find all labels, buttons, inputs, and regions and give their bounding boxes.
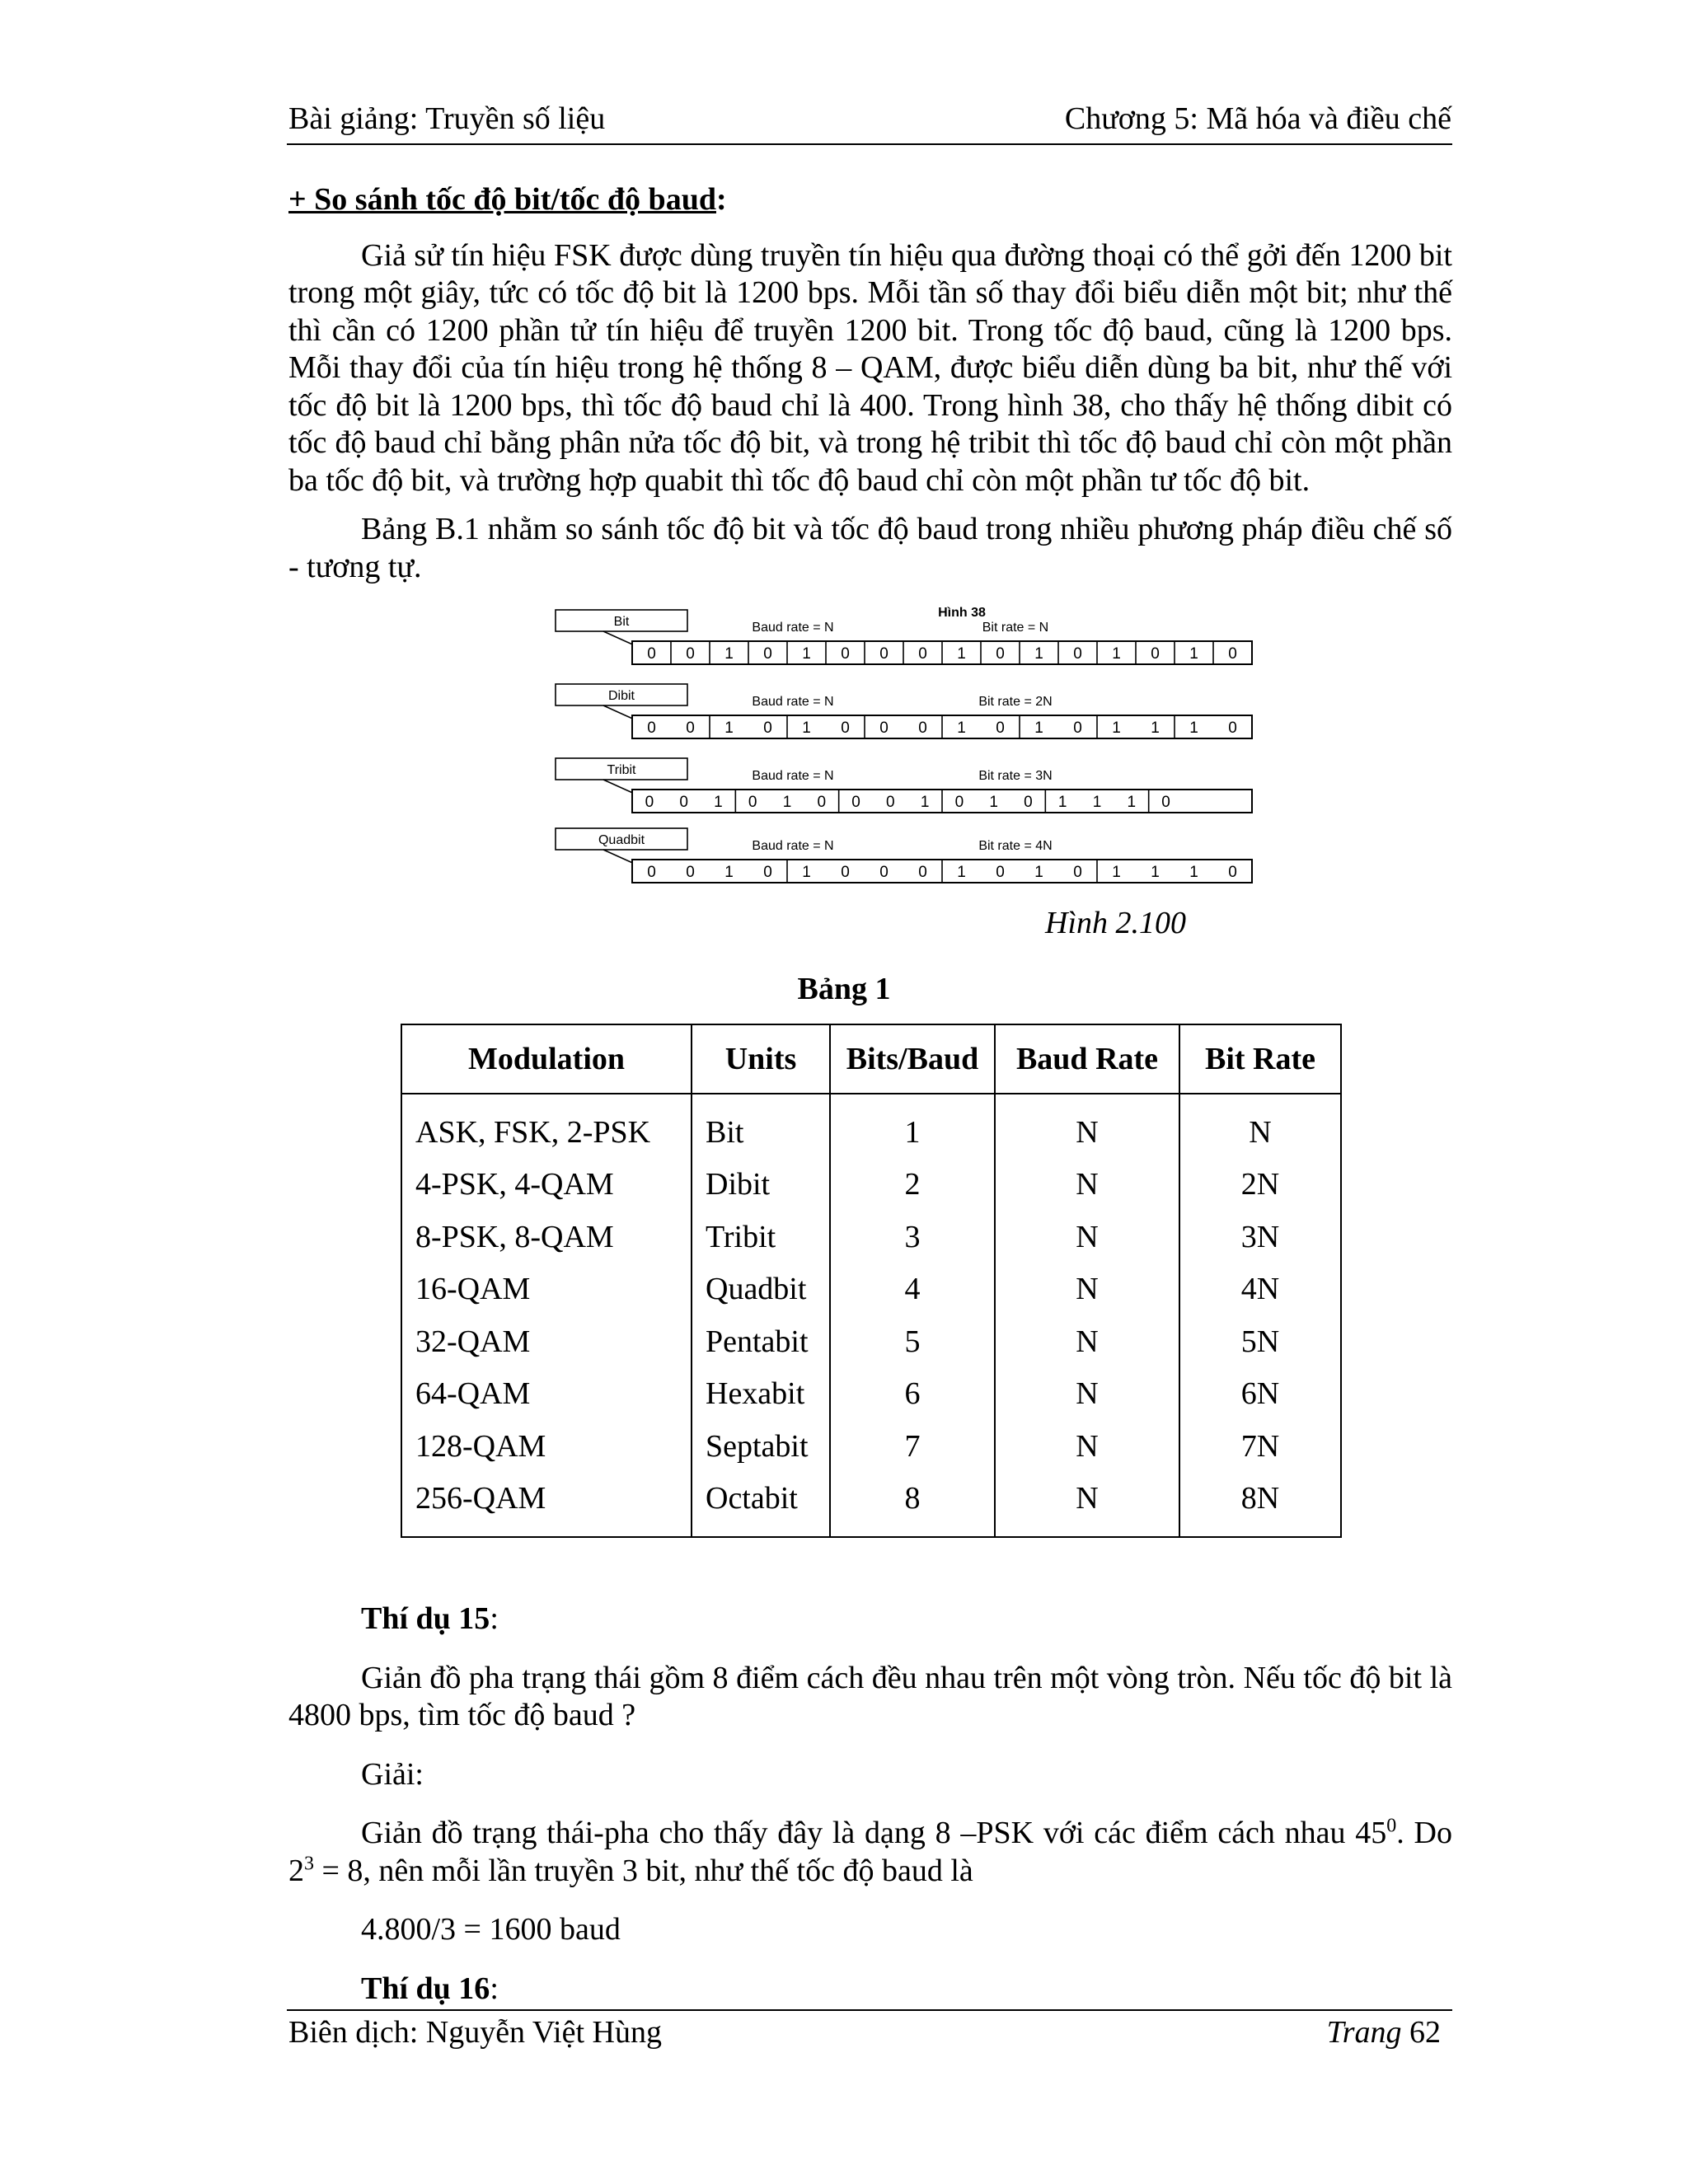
- cell-bit-rate: 6N: [1179, 1368, 1341, 1421]
- paragraph-bitrate-comparison: Giả sử tín hiệu FSK được dùng truyền tín hiệu qua đường thoại có thể gởi đến 1200 bit trong một giây, tức có tốc độ bit là 1200 bps. Mỗi tần số thay đổi biểu diễn một bit; như thế thì cần có 1200 phần tử tín hiệu để truyền 1200 bit. Trong tốc độ baud, cũng là 1200 bps. Mỗi thay đổi của tín hiệu trong hệ thống 8 – QAM, được biểu diễn dùng ba bit, như thế với tốc độ bit là 1200 bps, thì tốc độ baud chỉ là 400. Trong hình 38, cho thấy hệ thống dibit có tốc độ baud chỉ bằng phân nửa tốc độ bit, và trong hệ tribit thì tốc độ baud chỉ còn một phần ba tốc độ bit, và trường hợp quabit thì tốc độ baud chỉ còn một phần tư tốc độ bit.: [288, 237, 1452, 498]
- example-15-question: Giản đồ pha trạng thái gồm 8 điểm cách đều nhau trên một vòng tròn. Nếu tốc độ bit là 4800 bps, tìm tốc độ baud ?: [288, 1660, 1452, 1732]
- bit-value: 0: [918, 719, 927, 737]
- header-chapter-title: Chương 5: Mã hóa và điều chế: [1064, 101, 1451, 136]
- bit-value: 0: [686, 645, 695, 663]
- bit-value: 0: [879, 864, 889, 881]
- table-row: [401, 1211, 1341, 1263]
- bit-baud-figure: [554, 600, 1254, 887]
- example-16-heading: [361, 1971, 1452, 2008]
- modulation-table: [401, 1024, 1342, 1538]
- bit-value: 1: [724, 864, 734, 881]
- bit-value: 1: [782, 794, 792, 811]
- bit-value: 1: [1112, 719, 1121, 737]
- header-course-title: Bài giảng: Truyền số liệu: [288, 101, 606, 136]
- figure-title: Hình 38: [938, 606, 986, 620]
- cell-baud-rate: N: [995, 1211, 1179, 1263]
- bit-value: 1: [1112, 645, 1121, 663]
- degree-superscript: 0: [1386, 1815, 1397, 1837]
- cell-units: Octabit: [692, 1473, 830, 1538]
- cell-bits-per-baud: 3: [830, 1211, 995, 1263]
- bit-value: 0: [1073, 645, 1082, 663]
- table-row: [401, 1368, 1341, 1421]
- table-row: [401, 1263, 1341, 1316]
- section-title-suffix: :: [715, 182, 727, 217]
- bit-value: 1: [714, 794, 723, 811]
- paragraph-table-intro: Bảng B.1 nhằm so sánh tốc độ bit và tốc độ baud trong nhiều phương pháp điều chế số - tương tự.: [288, 512, 1452, 584]
- baud-rate-label: Baud rate = N: [752, 839, 834, 853]
- cell-baud-rate: N: [995, 1315, 1179, 1368]
- bit-value: 1: [1189, 719, 1198, 737]
- bit-value: 1: [957, 645, 966, 663]
- solution-label: Giải:: [361, 1756, 424, 1792]
- cell-modulation: 256-QAM: [401, 1473, 692, 1538]
- row-label: Dibit: [607, 689, 635, 703]
- cell-bits-per-baud: 4: [830, 1263, 995, 1316]
- solution-text-part2: . Do 2: [288, 1816, 1452, 1888]
- bit-value: 0: [886, 794, 895, 811]
- bit-value: 1: [1057, 794, 1067, 811]
- cell-units: Dibit: [692, 1159, 830, 1212]
- header-baud-rate: Baud Rate: [995, 1024, 1179, 1094]
- cell-bit-rate: 5N: [1179, 1315, 1341, 1368]
- bit-value: 1: [802, 864, 811, 881]
- baud-rate-label: Baud rate = N: [752, 769, 834, 783]
- section-title: + So sánh tốc độ bit/tốc độ baud: [288, 182, 716, 217]
- bit-value: 1: [1034, 864, 1043, 881]
- bit-value: 0: [1073, 719, 1082, 737]
- bit-value: 1: [957, 864, 966, 881]
- cell-bits-per-baud: 6: [830, 1368, 995, 1421]
- cell-baud-rate: N: [995, 1094, 1179, 1159]
- header-bit-rate: Bit Rate: [1179, 1024, 1341, 1094]
- bit-value: 0: [1161, 794, 1170, 811]
- bit-value: 1: [920, 794, 930, 811]
- bit-value: 1: [1151, 864, 1160, 881]
- bit-value: 1: [1092, 794, 1102, 811]
- bit-value: 0: [996, 864, 1005, 881]
- bit-value: 0: [879, 719, 889, 737]
- bit-value: 0: [1024, 794, 1033, 811]
- example-15-colon: :: [490, 1601, 499, 1636]
- row-label: Quadbit: [598, 833, 645, 847]
- bit-value: 1: [1127, 794, 1137, 811]
- cell-units: Pentabit: [692, 1315, 830, 1368]
- baud-rate-label: Baud rate = N: [752, 695, 834, 709]
- bit-rate-label: Bit rate = 4N: [978, 839, 1053, 853]
- solution-text: [288, 1815, 1452, 1890]
- example-15-title: Thí dụ 15: [361, 1601, 490, 1636]
- cell-bit-rate: 7N: [1179, 1420, 1341, 1473]
- bit-value: 0: [645, 794, 654, 811]
- cell-baud-rate: N: [995, 1473, 1179, 1538]
- bit-value: 0: [918, 645, 927, 663]
- bit-value: 0: [1151, 645, 1160, 663]
- bit-value: 1: [1034, 645, 1043, 663]
- cell-modulation: 32-QAM: [401, 1315, 692, 1368]
- footer-page: [1327, 2014, 1441, 2050]
- exponent-superscript: 3: [304, 1852, 314, 1874]
- row-label: Tribit: [607, 763, 636, 777]
- bit-value: 0: [1228, 719, 1237, 737]
- bit-baud-diagram: [554, 600, 1254, 887]
- bit-value: 0: [841, 864, 850, 881]
- cell-modulation: 4-PSK, 4-QAM: [401, 1159, 692, 1212]
- bit-value: 0: [763, 719, 772, 737]
- bit-value: 1: [724, 645, 734, 663]
- cell-baud-rate: N: [995, 1368, 1179, 1421]
- bit-value: 1: [1034, 719, 1043, 737]
- example-16-colon: :: [490, 1971, 499, 2006]
- table-row: [401, 1420, 1341, 1473]
- header-modulation: Modulation: [401, 1024, 692, 1094]
- bit-value: 0: [686, 719, 695, 737]
- bit-value: 1: [1112, 864, 1121, 881]
- bit-value: 0: [748, 794, 757, 811]
- bit-value: 0: [1228, 645, 1237, 663]
- bit-value: 0: [686, 864, 695, 881]
- cell-baud-rate: N: [995, 1159, 1179, 1212]
- cell-bit-rate: 8N: [1179, 1473, 1341, 1538]
- cell-units: Bit: [692, 1094, 830, 1159]
- section-heading: [288, 181, 1452, 219]
- bit-value: 0: [647, 645, 656, 663]
- cell-bits-per-baud: 8: [830, 1473, 995, 1538]
- bit-value: 0: [879, 645, 889, 663]
- example-16-title: Thí dụ 16: [361, 1971, 490, 2006]
- page-number: 62: [1409, 2015, 1441, 2050]
- figure-caption: Hình 2.100: [1045, 906, 1186, 940]
- cell-bit-rate: 3N: [1179, 1211, 1341, 1263]
- cell-modulation: 8-PSK, 8-QAM: [401, 1211, 692, 1263]
- table-row: [401, 1094, 1341, 1159]
- bit-value: 0: [996, 719, 1005, 737]
- cell-bit-rate: N: [1179, 1094, 1341, 1159]
- cell-units: Septabit: [692, 1420, 830, 1473]
- cell-baud-rate: N: [995, 1420, 1179, 1473]
- table-title: Bảng 1: [797, 972, 891, 1006]
- bit-value: 0: [918, 864, 927, 881]
- bit-value: 0: [954, 794, 964, 811]
- bit-rate-label: Bit rate = 2N: [978, 695, 1053, 709]
- solution-text-part3: = 8, nên mỗi lần truyền 3 bit, như thế tốc độ baud là: [314, 1853, 973, 1888]
- row-label: Bit: [613, 615, 630, 629]
- examples-section: [288, 1601, 1452, 2029]
- table-row: [401, 1315, 1341, 1368]
- cell-bits-per-baud: 7: [830, 1420, 995, 1473]
- example-15-heading: [361, 1601, 1452, 1638]
- bit-value: 0: [841, 719, 850, 737]
- table-header-row: [401, 1024, 1341, 1094]
- baud-rate-label: Baud rate = N: [752, 621, 834, 635]
- bit-value: 0: [763, 645, 772, 663]
- bit-value: 0: [763, 864, 772, 881]
- cell-units: Hexabit: [692, 1368, 830, 1421]
- header-units: Units: [692, 1024, 830, 1094]
- solution-text-part1: Giản đồ trạng thái-pha cho thấy đây là dạng 8 –PSK với các điểm cách nhau 45: [361, 1816, 1387, 1850]
- table-row: [401, 1473, 1341, 1538]
- bit-value: 0: [1228, 864, 1237, 881]
- bit-rate-label: Bit rate = 3N: [978, 769, 1053, 783]
- cell-baud-rate: N: [995, 1263, 1179, 1316]
- bit-value: 1: [1189, 645, 1198, 663]
- bit-rate-label: Bit rate = N: [982, 621, 1049, 635]
- cell-modulation: 64-QAM: [401, 1368, 692, 1421]
- bit-value: 1: [1151, 719, 1160, 737]
- bit-value: 0: [679, 794, 688, 811]
- cell-bit-rate: 2N: [1179, 1159, 1341, 1212]
- cell-modulation: 128-QAM: [401, 1420, 692, 1473]
- bit-value: 1: [724, 719, 734, 737]
- cell-modulation: ASK, FSK, 2-PSK: [401, 1094, 692, 1159]
- cell-bits-per-baud: 1: [830, 1094, 995, 1159]
- cell-bits-per-baud: 2: [830, 1159, 995, 1212]
- page-label: Trang: [1326, 2015, 1402, 2050]
- upper-content: [288, 181, 1452, 598]
- footer-translator: Biên dịch: Nguyễn Việt Hùng: [288, 2015, 662, 2050]
- header-divider: [287, 143, 1452, 145]
- bit-value: 1: [802, 645, 811, 663]
- bit-value: 0: [841, 645, 850, 663]
- bit-value: 0: [647, 864, 656, 881]
- cell-modulation: 16-QAM: [401, 1263, 692, 1316]
- bit-value: 1: [802, 719, 811, 737]
- header-bits-per-baud: Bits/Baud: [830, 1024, 995, 1094]
- bit-value: 1: [989, 794, 998, 811]
- footer-divider: [287, 2009, 1452, 2011]
- cell-units: Tribit: [692, 1211, 830, 1263]
- cell-bits-per-baud: 5: [830, 1315, 995, 1368]
- bit-value: 0: [996, 645, 1005, 663]
- cell-bit-rate: 4N: [1179, 1263, 1341, 1316]
- bit-value: 1: [957, 719, 966, 737]
- solution-result: 4.800/3 = 1600 baud: [361, 1912, 621, 1947]
- cell-units: Quadbit: [692, 1263, 830, 1316]
- bit-value: 0: [647, 719, 656, 737]
- bit-value: 0: [851, 794, 860, 811]
- bit-value: 1: [1189, 864, 1198, 881]
- table-row: [401, 1159, 1341, 1212]
- bit-value: 0: [817, 794, 827, 811]
- bit-value: 0: [1073, 864, 1082, 881]
